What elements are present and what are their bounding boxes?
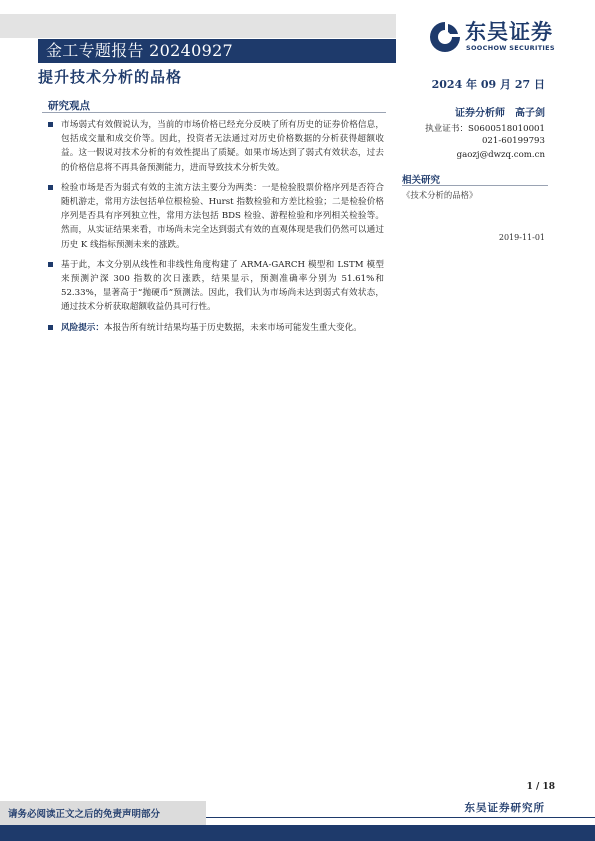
related-research-date: 2019-11-01 [498, 233, 545, 242]
list-item [48, 118, 384, 175]
bullet-square-icon [48, 185, 53, 190]
footer-disclaimer-note: 请务必阅读正文之后的免责声明部分 [8, 809, 161, 820]
analyst-email[interactable]: gaozj@dwzq.com.cn [456, 150, 545, 160]
bullet-square-icon [48, 122, 53, 127]
risk-item [48, 321, 384, 335]
footer-divider [206, 817, 595, 818]
soochow-logo-icon [428, 20, 462, 54]
analyst-name: 证券分析师 高子剑 [455, 108, 545, 119]
report-subtitle: 提升技术分析的品格 [38, 68, 183, 86]
bullet-square-icon [48, 262, 53, 267]
footer-band [0, 825, 595, 841]
bullet-text: 基于此，本文分别从线性和非线性角度构建了 ARMA-GARCH 模型和 LSTM 模型来预测沪深 300 指数的次日涨跌，结果显示，预测准确率分别为 51.61%和 52.33%，显著高于“抛硬币”预测法。因此，我们认为市场尚未达到弱式有效状态，通过技术分析获取超额收益仍具可行性。 [61, 259, 384, 313]
list-item [48, 258, 384, 315]
viewpoint-list [48, 118, 384, 341]
logo-name-cn: 东吴证券 [465, 20, 553, 44]
risk-label: 风险提示： [61, 322, 104, 333]
analyst-phone: 021-60199793 [481, 136, 545, 146]
report-date: 2024 年 09 月 27 日 [431, 78, 545, 91]
risk-text: 本报告所有统计结果均基于历史数据，未来市场可能发生重大变化。 [103, 322, 362, 333]
related-research-title[interactable]: 《技术分析的品格》 [402, 190, 478, 200]
footer-institute: 东吴证券研究所 [464, 802, 545, 814]
report-title: 金工专题报告 20240927 [46, 41, 234, 60]
header-top-band [0, 14, 396, 38]
related-divider [402, 185, 548, 186]
analyst-license: 执业证书：S0600518010001 [425, 124, 545, 134]
logo-name-en: SOOCHOW SECURITIES [466, 44, 555, 52]
company-logo [428, 20, 558, 54]
section-heading: 研究观点 [48, 100, 90, 112]
bullet-square-icon [48, 325, 53, 330]
list-item [48, 181, 384, 252]
bullet-text: 市场弱式有效假说认为，当前的市场价格已经充分反映了所有历史的证券价格信息，包括成交量和成交价等。因此，投资者无法通过对历史价格数据的分析获得超额收益。这一假说对技术分析的有效性提出了质疑。如果市场达到了弱式有效状态，过去的价格信息将不再具备预测能力，进而导致技术分析失效。 [61, 120, 384, 173]
page-number: 1 / 18 [526, 782, 555, 792]
bullet-text: 检验市场是否为弱式有效的主流方法主要分为两类：一是检验股票价格序列是否符合随机游走，常用方法包括单位根检验、Hurst 指数检验和方差比检验；二是检验价格序列是否具有序列独立性，常用方法包括 BDS 检验、游程检验和序列相关检验等。然而，从实证结果来看，市场尚未完全达到弱式有效的直观体现是我们仍然可以通过历史 K 线指标预测未来的涨跌。 [61, 182, 384, 250]
related-research-heading: 相关研究 [402, 175, 441, 186]
section-divider [42, 112, 386, 113]
